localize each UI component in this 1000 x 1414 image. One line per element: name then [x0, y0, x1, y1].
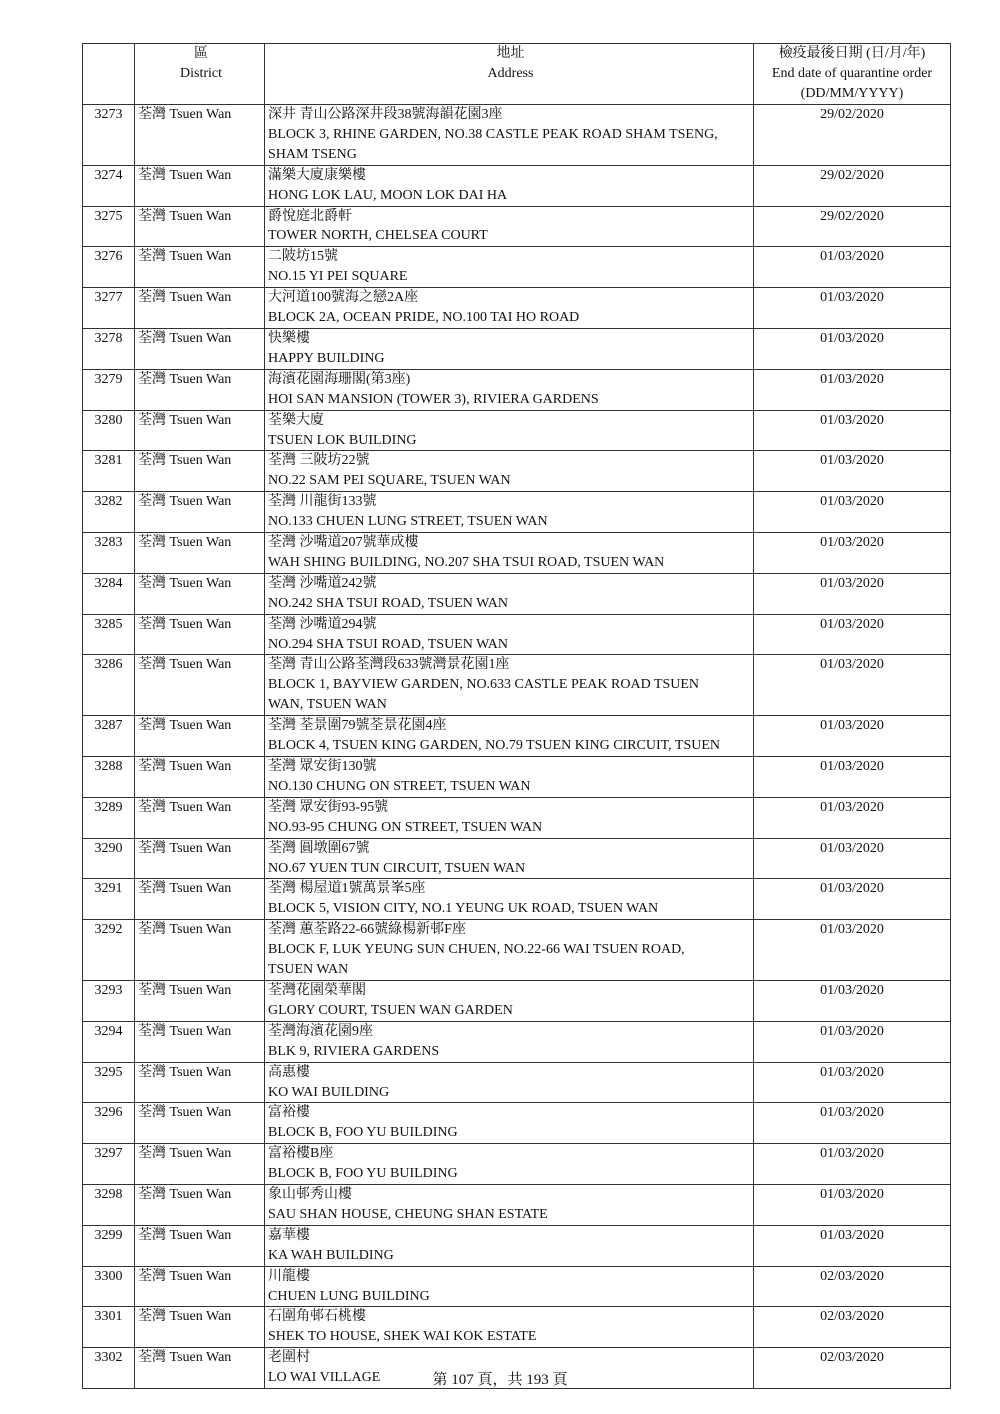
- header-address: [265, 44, 754, 105]
- row-number: 3288: [83, 757, 135, 798]
- row-district: 荃灣 Tsuen Wan: [135, 573, 265, 614]
- row-number: 3273: [83, 105, 135, 166]
- address-line: HONG LOK LAU, MOON LOK DAI HA: [268, 187, 508, 203]
- row-end-date: 01/03/2020: [754, 451, 951, 492]
- row-district: 荃灣 Tsuen Wan: [135, 716, 265, 757]
- address-line: 富裕樓: [268, 1105, 310, 1121]
- address-line: KO WAI BUILDING: [268, 1084, 390, 1100]
- address-line: 荃灣 眾安街93-95號: [268, 799, 389, 815]
- row-number: 3275: [83, 206, 135, 247]
- address-line: 二陂坊15號: [268, 249, 338, 265]
- table-row: [83, 1103, 951, 1144]
- row-end-date: 01/03/2020: [754, 797, 951, 838]
- row-end-date: 01/03/2020: [754, 1103, 951, 1144]
- row-end-date: 01/03/2020: [754, 288, 951, 329]
- address-line: 荃灣 川龍街133號: [268, 494, 377, 510]
- row-district: 荃灣 Tsuen Wan: [135, 1348, 265, 1389]
- address-line: 荃灣 荃景圍79號荃景花園4座: [268, 718, 447, 734]
- row-address: [265, 165, 754, 206]
- address-line: SHAM TSENG: [268, 146, 357, 162]
- address-line: NO.93-95 CHUNG ON STREET, TSUEN WAN: [268, 819, 543, 835]
- row-number: 3281: [83, 451, 135, 492]
- table-row: [83, 1307, 951, 1348]
- address-line: HOI SAN MANSION (TOWER 3), RIVIERA GARDENS: [268, 391, 599, 407]
- row-district: 荃灣 Tsuen Wan: [135, 165, 265, 206]
- row-end-date: 29/02/2020: [754, 206, 951, 247]
- row-district: 荃灣 Tsuen Wan: [135, 288, 265, 329]
- row-number: 3294: [83, 1021, 135, 1062]
- address-line: BLK 9, RIVIERA GARDENS: [268, 1043, 440, 1059]
- row-number: 3284: [83, 573, 135, 614]
- address-line: WAN, TSUEN WAN: [268, 697, 387, 713]
- header-no: [83, 44, 135, 105]
- table-row: [83, 1021, 951, 1062]
- row-number: 3283: [83, 533, 135, 574]
- address-line: HAPPY BUILDING: [268, 350, 385, 366]
- address-line: LO WAI VILLAGE: [268, 1370, 381, 1386]
- address-line: GLORY COURT, TSUEN WAN GARDEN: [268, 1002, 513, 1018]
- address-line: 荃灣 青山公路荃灣段633號灣景花園1座: [268, 657, 510, 673]
- address-line: 嘉華樓: [268, 1227, 310, 1243]
- row-district: 荃灣 Tsuen Wan: [135, 838, 265, 879]
- table-row: [83, 288, 951, 329]
- address-line: BLOCK F, LUK YEUNG SUN CHUEN, NO.22-66 WAI TSUEN ROAD,: [268, 942, 685, 958]
- row-end-date: 01/03/2020: [754, 1225, 951, 1266]
- row-number: 3282: [83, 492, 135, 533]
- address-line: 大河道100號海之戀2A座: [268, 290, 419, 306]
- row-address: [265, 206, 754, 247]
- row-address: [265, 879, 754, 920]
- header-date-zh: 檢疫最後日期 (日/月/年): [778, 46, 926, 61]
- table-row: [83, 1225, 951, 1266]
- row-end-date: 01/03/2020: [754, 614, 951, 655]
- header-date-format: (DD/MM/YYYY): [800, 86, 904, 101]
- address-line: SHEK TO HOUSE, SHEK WAI KOK ESTATE: [268, 1329, 537, 1345]
- row-address: [265, 533, 754, 574]
- row-end-date: 01/03/2020: [754, 533, 951, 574]
- row-number: 3274: [83, 165, 135, 206]
- address-line: 深井 青山公路深井段38號海韻花園3座: [268, 107, 503, 122]
- table-row: [83, 879, 951, 920]
- row-district: 荃灣 Tsuen Wan: [135, 1144, 265, 1185]
- row-address: [265, 980, 754, 1021]
- address-line: TSUEN LOK BUILDING: [268, 432, 417, 448]
- row-end-date: 01/03/2020: [754, 247, 951, 288]
- row-end-date: 29/02/2020: [754, 105, 951, 166]
- address-line: CHUEN LUNG BUILDING: [268, 1288, 430, 1304]
- row-end-date: 01/03/2020: [754, 716, 951, 757]
- row-district: 荃灣 Tsuen Wan: [135, 1103, 265, 1144]
- table-row: [83, 369, 951, 410]
- row-district: 荃灣 Tsuen Wan: [135, 492, 265, 533]
- row-district: 荃灣 Tsuen Wan: [135, 105, 265, 166]
- address-line: 荃灣 沙嘴道294號: [268, 616, 377, 632]
- address-line: 荃灣 蕙荃路22-66號綠楊新邨F座: [268, 922, 466, 938]
- row-district: 荃灣 Tsuen Wan: [135, 1185, 265, 1226]
- table-row: [83, 492, 951, 533]
- table-row: [83, 920, 951, 981]
- row-address: [265, 1021, 754, 1062]
- row-district: 荃灣 Tsuen Wan: [135, 614, 265, 655]
- row-number: 3280: [83, 410, 135, 451]
- table-row: [83, 410, 951, 451]
- row-number: 3297: [83, 1144, 135, 1185]
- row-number: 3290: [83, 838, 135, 879]
- header-address-zh: 地址: [496, 46, 525, 61]
- address-line: BLOCK 1, BAYVIEW GARDEN, NO.633 CASTLE PEAK ROAD TSUEN: [268, 677, 700, 693]
- row-district: 荃灣 Tsuen Wan: [135, 879, 265, 920]
- address-line: NO.22 SAM PEI SQUARE, TSUEN WAN: [268, 473, 511, 489]
- address-line: 快樂樓: [268, 330, 310, 346]
- address-line: KA WAH BUILDING: [268, 1247, 394, 1263]
- address-line: WAH SHING BUILDING, NO.207 SHA TSUI ROAD, TSUEN WAN: [268, 554, 665, 570]
- row-address: [265, 757, 754, 798]
- row-end-date: 01/03/2020: [754, 369, 951, 410]
- address-line: BLOCK B, FOO YU BUILDING: [268, 1166, 458, 1182]
- row-end-date: 01/03/2020: [754, 838, 951, 879]
- row-number: 3298: [83, 1185, 135, 1226]
- row-district: 荃灣 Tsuen Wan: [135, 920, 265, 981]
- address-line: NO.294 SHA TSUI ROAD, TSUEN WAN: [268, 636, 508, 652]
- header-address-en: Address: [487, 66, 534, 81]
- row-end-date: 01/03/2020: [754, 980, 951, 1021]
- table-row: [83, 105, 951, 166]
- row-district: 荃灣 Tsuen Wan: [135, 757, 265, 798]
- row-address: [265, 410, 754, 451]
- address-line: NO.130 CHUNG ON STREET, TSUEN WAN: [268, 778, 531, 794]
- row-address: [265, 1266, 754, 1307]
- address-line: BLOCK 3, RHINE GARDEN, NO.38 CASTLE PEAK ROAD SHAM TSENG,: [268, 126, 718, 142]
- address-line: 荃灣 沙嘴道207號華成樓: [268, 535, 419, 551]
- header-district-en: District: [180, 66, 222, 81]
- row-address: [265, 838, 754, 879]
- row-number: 3295: [83, 1062, 135, 1103]
- row-end-date: 01/03/2020: [754, 655, 951, 716]
- address-line: BLOCK 2A, OCEAN PRIDE, NO.100 TAI HO ROAD: [268, 310, 580, 326]
- row-end-date: 01/03/2020: [754, 920, 951, 981]
- row-district: 荃灣 Tsuen Wan: [135, 1307, 265, 1348]
- row-district: 荃灣 Tsuen Wan: [135, 410, 265, 451]
- row-address: [265, 328, 754, 369]
- address-line: NO.67 YUEN TUN CIRCUIT, TSUEN WAN: [268, 860, 526, 876]
- address-line: 海濱花園海珊閣(第3座): [268, 371, 411, 387]
- row-district: 荃灣 Tsuen Wan: [135, 206, 265, 247]
- row-district: 荃灣 Tsuen Wan: [135, 533, 265, 574]
- row-number: 3302: [83, 1348, 135, 1389]
- row-number: 3285: [83, 614, 135, 655]
- address-line: 荃灣 沙嘴道242號: [268, 575, 377, 591]
- table-row: [83, 1266, 951, 1307]
- row-address: [265, 1185, 754, 1226]
- row-number: 3277: [83, 288, 135, 329]
- row-address: [265, 1225, 754, 1266]
- address-line: 川龍樓: [268, 1268, 310, 1284]
- header-date-en: End date of quarantine order: [771, 66, 933, 81]
- row-end-date: 01/03/2020: [754, 1021, 951, 1062]
- address-line: NO.242 SHA TSUI ROAD, TSUEN WAN: [268, 595, 508, 611]
- row-address: [265, 247, 754, 288]
- address-line: 高惠樓: [268, 1064, 310, 1080]
- table-row: [83, 1062, 951, 1103]
- row-number: 3276: [83, 247, 135, 288]
- row-number: 3287: [83, 716, 135, 757]
- row-end-date: 01/03/2020: [754, 757, 951, 798]
- table-row: [83, 206, 951, 247]
- row-number: 3292: [83, 920, 135, 981]
- row-end-date: 01/03/2020: [754, 1185, 951, 1226]
- row-district: 荃灣 Tsuen Wan: [135, 1266, 265, 1307]
- row-address: [265, 369, 754, 410]
- row-end-date: 02/03/2020: [754, 1348, 951, 1389]
- address-line: 荃灣海濱花園9座: [268, 1023, 373, 1039]
- row-end-date: 02/03/2020: [754, 1307, 951, 1348]
- address-line: 荃灣 三陂坊22號: [268, 453, 370, 469]
- row-address: [265, 655, 754, 716]
- row-end-date: 01/03/2020: [754, 1062, 951, 1103]
- row-district: 荃灣 Tsuen Wan: [135, 451, 265, 492]
- address-line: 荃樂大廈: [268, 412, 324, 428]
- table-row: [83, 165, 951, 206]
- table-row: [83, 1185, 951, 1226]
- address-line: BLOCK 5, VISION CITY, NO.1 YEUNG UK ROAD, TSUEN WAN: [268, 901, 659, 917]
- row-number: 3296: [83, 1103, 135, 1144]
- address-line: 荃灣 楊屋道1號萬景峯5座: [268, 881, 426, 897]
- row-address: [265, 614, 754, 655]
- table-row: [83, 980, 951, 1021]
- address-line: TOWER NORTH, CHELSEA COURT: [268, 228, 488, 244]
- address-line: BLOCK B, FOO YU BUILDING: [268, 1125, 458, 1141]
- row-end-date: 01/03/2020: [754, 328, 951, 369]
- row-end-date: 01/03/2020: [754, 410, 951, 451]
- row-number: 3300: [83, 1266, 135, 1307]
- row-district: 荃灣 Tsuen Wan: [135, 247, 265, 288]
- row-end-date: 01/03/2020: [754, 1144, 951, 1185]
- table-row: [83, 247, 951, 288]
- row-district: 荃灣 Tsuen Wan: [135, 1021, 265, 1062]
- row-district: 荃灣 Tsuen Wan: [135, 1062, 265, 1103]
- quarantine-table: [82, 43, 951, 1389]
- row-number: 3278: [83, 328, 135, 369]
- address-line: 象山邨秀山樓: [268, 1187, 352, 1203]
- row-district: 荃灣 Tsuen Wan: [135, 980, 265, 1021]
- row-number: 3289: [83, 797, 135, 838]
- address-line: 滿樂大廈康樂樓: [268, 167, 366, 183]
- row-end-date: 29/02/2020: [754, 165, 951, 206]
- header-date: [754, 44, 951, 105]
- row-end-date: 01/03/2020: [754, 879, 951, 920]
- row-address: [265, 451, 754, 492]
- row-address: [265, 1144, 754, 1185]
- table-row: [83, 716, 951, 757]
- row-address: [265, 1103, 754, 1144]
- table-row: [83, 328, 951, 369]
- address-line: NO.133 CHUEN LUNG STREET, TSUEN WAN: [268, 514, 548, 530]
- address-line: 荃灣 圓墩圍67號: [268, 840, 370, 856]
- row-district: 荃灣 Tsuen Wan: [135, 369, 265, 410]
- header-district-zh: 區: [194, 46, 208, 61]
- row-district: 荃灣 Tsuen Wan: [135, 797, 265, 838]
- table-row: [83, 614, 951, 655]
- row-number: 3301: [83, 1307, 135, 1348]
- address-line: BLOCK 4, TSUEN KING GARDEN, NO.79 TSUEN KING CIRCUIT, TSUEN: [268, 738, 721, 754]
- address-line: 富裕樓B座: [268, 1146, 334, 1162]
- address-line: TSUEN WAN: [268, 962, 349, 978]
- row-district: 荃灣 Tsuen Wan: [135, 655, 265, 716]
- row-number: 3293: [83, 980, 135, 1021]
- row-address: [265, 105, 754, 166]
- row-end-date: 02/03/2020: [754, 1266, 951, 1307]
- row-number: 3299: [83, 1225, 135, 1266]
- row-address: [265, 1307, 754, 1348]
- address-line: 荃灣 眾安街130號: [268, 759, 377, 774]
- row-address: [265, 1062, 754, 1103]
- header-district: [135, 44, 265, 105]
- table-row: [83, 1144, 951, 1185]
- row-address: [265, 920, 754, 981]
- header-row: [83, 44, 951, 105]
- table-row: [83, 757, 951, 798]
- row-address: [265, 797, 754, 838]
- table-row: [83, 533, 951, 574]
- address-line: 荃灣花園榮華閣: [268, 982, 366, 998]
- table-row: [83, 655, 951, 716]
- row-number: 3286: [83, 655, 135, 716]
- address-line: 老圍村: [268, 1350, 310, 1366]
- row-end-date: 01/03/2020: [754, 492, 951, 533]
- table-row: [83, 573, 951, 614]
- row-address: [265, 573, 754, 614]
- address-line: NO.15 YI PEI SQUARE: [268, 269, 408, 285]
- row-address: [265, 716, 754, 757]
- table-row: [83, 797, 951, 838]
- row-number: 3291: [83, 879, 135, 920]
- row-address: [265, 288, 754, 329]
- address-line: 爵悅庭北爵軒: [268, 208, 352, 224]
- row-number: 3279: [83, 369, 135, 410]
- table-row: [83, 451, 951, 492]
- row-end-date: 01/03/2020: [754, 573, 951, 614]
- row-district: 荃灣 Tsuen Wan: [135, 1225, 265, 1266]
- table-row: [83, 838, 951, 879]
- row-district: 荃灣 Tsuen Wan: [135, 328, 265, 369]
- row-address: [265, 492, 754, 533]
- page-number: 第 107 頁，共 193 頁: [432, 1372, 568, 1388]
- address-line: SAU SHAN HOUSE, CHEUNG SHAN ESTATE: [268, 1206, 548, 1222]
- address-line: 石圍角邨石桃樓: [268, 1309, 366, 1325]
